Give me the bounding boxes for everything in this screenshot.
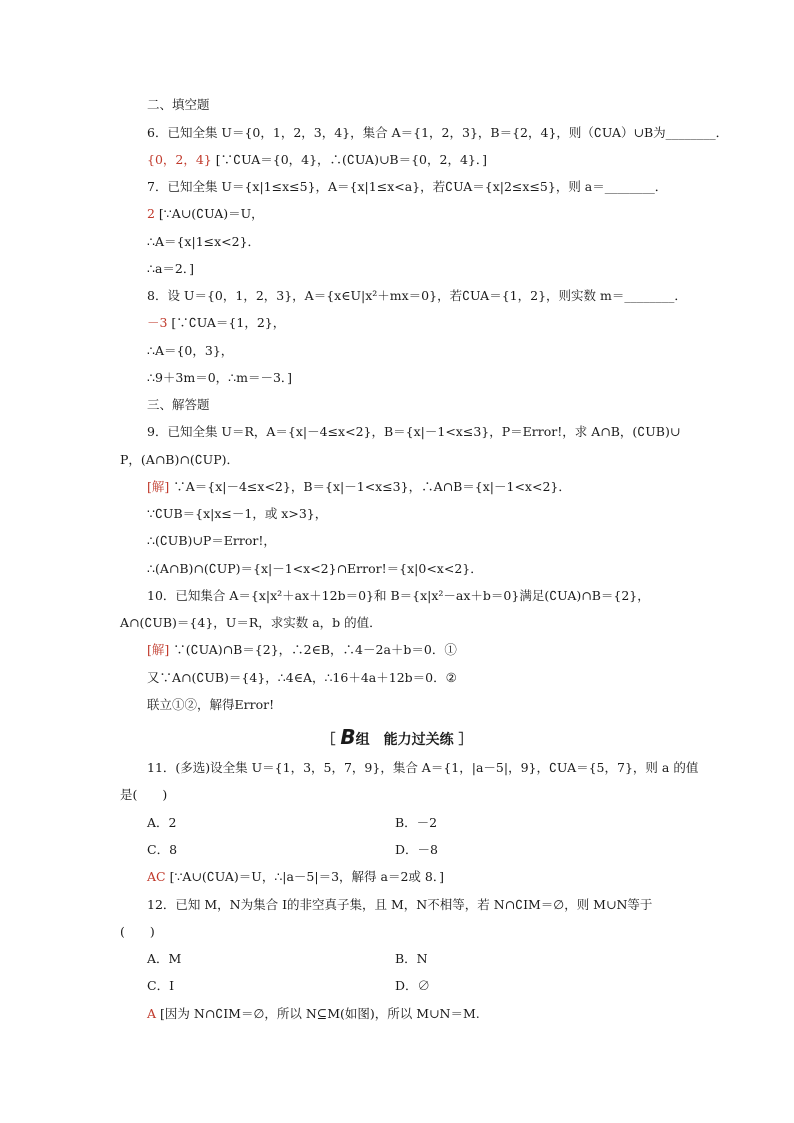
q7-explanation-2: ∴A＝{x|1≤x<2}．	[147, 234, 261, 249]
q10-solution-tag: [解]	[147, 642, 170, 657]
section-title-solve: 三、解答题	[147, 397, 210, 412]
q8-explanation-1: [∵∁UA＝{1，2}，	[167, 315, 286, 330]
q9-solution-4: ∴(A∩B)∩(∁UP)＝{x|－1<x<2}∩Error!＝{x|0<x<2}．	[147, 561, 483, 576]
q6-answer-value: {0，2，4}	[147, 152, 212, 167]
q6-explanation: [∵∁UA＝{0，4}，∴(∁UA)∪B＝{0，2，4}．]	[211, 152, 487, 167]
q11-text-1: 11．(多选)设全集 U＝{1，3，5，7，9}，集合 A＝{1，|a－5|，9}，∁UA＝{5，7}，则 a 的值	[147, 760, 699, 775]
q8-text: 8．设 U＝{0，1，2，3}，A＝{x∈U|x²＋mx＝0}，若∁UA＝{1，2}，则实数 m＝________．	[147, 288, 687, 303]
q9-solution-2: ∵∁UB＝{x|x≤－1，或 x>3}，	[147, 506, 328, 521]
q11-option-c: C．8	[147, 842, 178, 857]
q9-solution-3: ∴(∁UB)∪P＝Error!，	[147, 533, 276, 548]
q7-answer-value: 2	[147, 206, 155, 221]
group-b-letter: B	[340, 725, 356, 749]
q10-solution-3: 联立①②，解得Error!	[147, 697, 275, 712]
q8-explanation-2: ∴A＝{0，3}，	[147, 343, 234, 358]
q10-solution-2: 又∵A∩(∁UB)＝{4}，∴4∈A，∴16＋4a＋12b＝0．②	[147, 670, 457, 685]
q9-solution-tag: [解]	[147, 479, 170, 494]
q12-option-a: A．M	[147, 951, 182, 966]
q7-answer	[147, 205, 264, 223]
q12-answer: A [因为 N∩∁IM＝∅，所以 N⊆M(如图)，所以 M∪N＝M.	[147, 1006, 480, 1021]
q8-answer	[147, 314, 285, 332]
q6-answer	[147, 151, 487, 169]
q12-option-b: B．N	[395, 951, 428, 966]
q9-text-1: 9．已知全集 U＝R，A＝{x|－4≤x<2}，B＝{x|－1<x≤3}，P＝Error!，求 A∩B，(∁UB)∪	[147, 424, 681, 439]
q10-solution-1: [解] ∵(∁UA)∩B＝{2}，∴2∈B，∴4－2a＋b＝0．①	[147, 642, 457, 657]
q11-option-a: A．2	[147, 815, 177, 830]
q12-answer-value: A	[147, 1006, 157, 1021]
q11-option-d: D．－8	[395, 842, 438, 857]
q7-explanation-3: ∴a＝2．]	[147, 261, 194, 276]
q10-text-1: 10．已知集合 A＝{x|x²＋ax＋12b＝0}和 B＝{x|x²－ax＋b＝0}满足(∁UA)∩B＝{2}，	[147, 588, 650, 603]
q8-answer-value: －3	[147, 315, 168, 330]
q12-option-d: D．∅	[395, 978, 431, 993]
section-title-fill: 二、填空题	[147, 97, 210, 112]
q12-text-1: 12．已知 M，N为集合 I的非空真子集，且 M，N不相等，若 N∩∁IM＝∅，则 M∪N等于	[147, 897, 653, 912]
q8-explanation-3: ∴9＋3m＝0，∴m＝－3．]	[147, 370, 293, 385]
q10-text-2: A∩(∁UB)＝{4}，U＝R，求实数 a，b 的值．	[120, 615, 382, 630]
q7-text: 7．已知全集 U＝{x|1≤x≤5}，A＝{x|1≤x<a}，若∁UA＝{x|2≤x≤5}，则 a＝________．	[147, 179, 668, 194]
q9-solution-1: [解] ∵A＝{x|－4≤x<2}，B＝{x|－1<x≤3}，∴A∩B＝{x|－1<x<2}．	[147, 479, 571, 494]
q11-answer: AC [∵A∪(∁UA)＝U，∴|a－5|＝3，解得 a＝2或 8．]	[147, 869, 444, 884]
q7-explanation-1: [∵A∪(∁UA)＝U，	[154, 206, 264, 221]
q12-text-2: ( )	[120, 924, 155, 939]
q11-answer-value: AC	[147, 869, 166, 884]
q12-option-c: C．I	[147, 978, 175, 993]
q6-text: 6．已知全集 U＝{0，1，2，3，4}，集合 A＝{1，2，3}，B＝{2，4}，则（∁UA）∪B为________．	[147, 125, 729, 140]
group-b-header: ［ B组 能力过关练 ］	[321, 725, 473, 749]
q9-text-2: P，(A∩B)∩(∁UP)．	[120, 452, 239, 467]
q11-option-b: B．－2	[395, 815, 438, 830]
q11-text-2: 是( )	[120, 787, 168, 802]
